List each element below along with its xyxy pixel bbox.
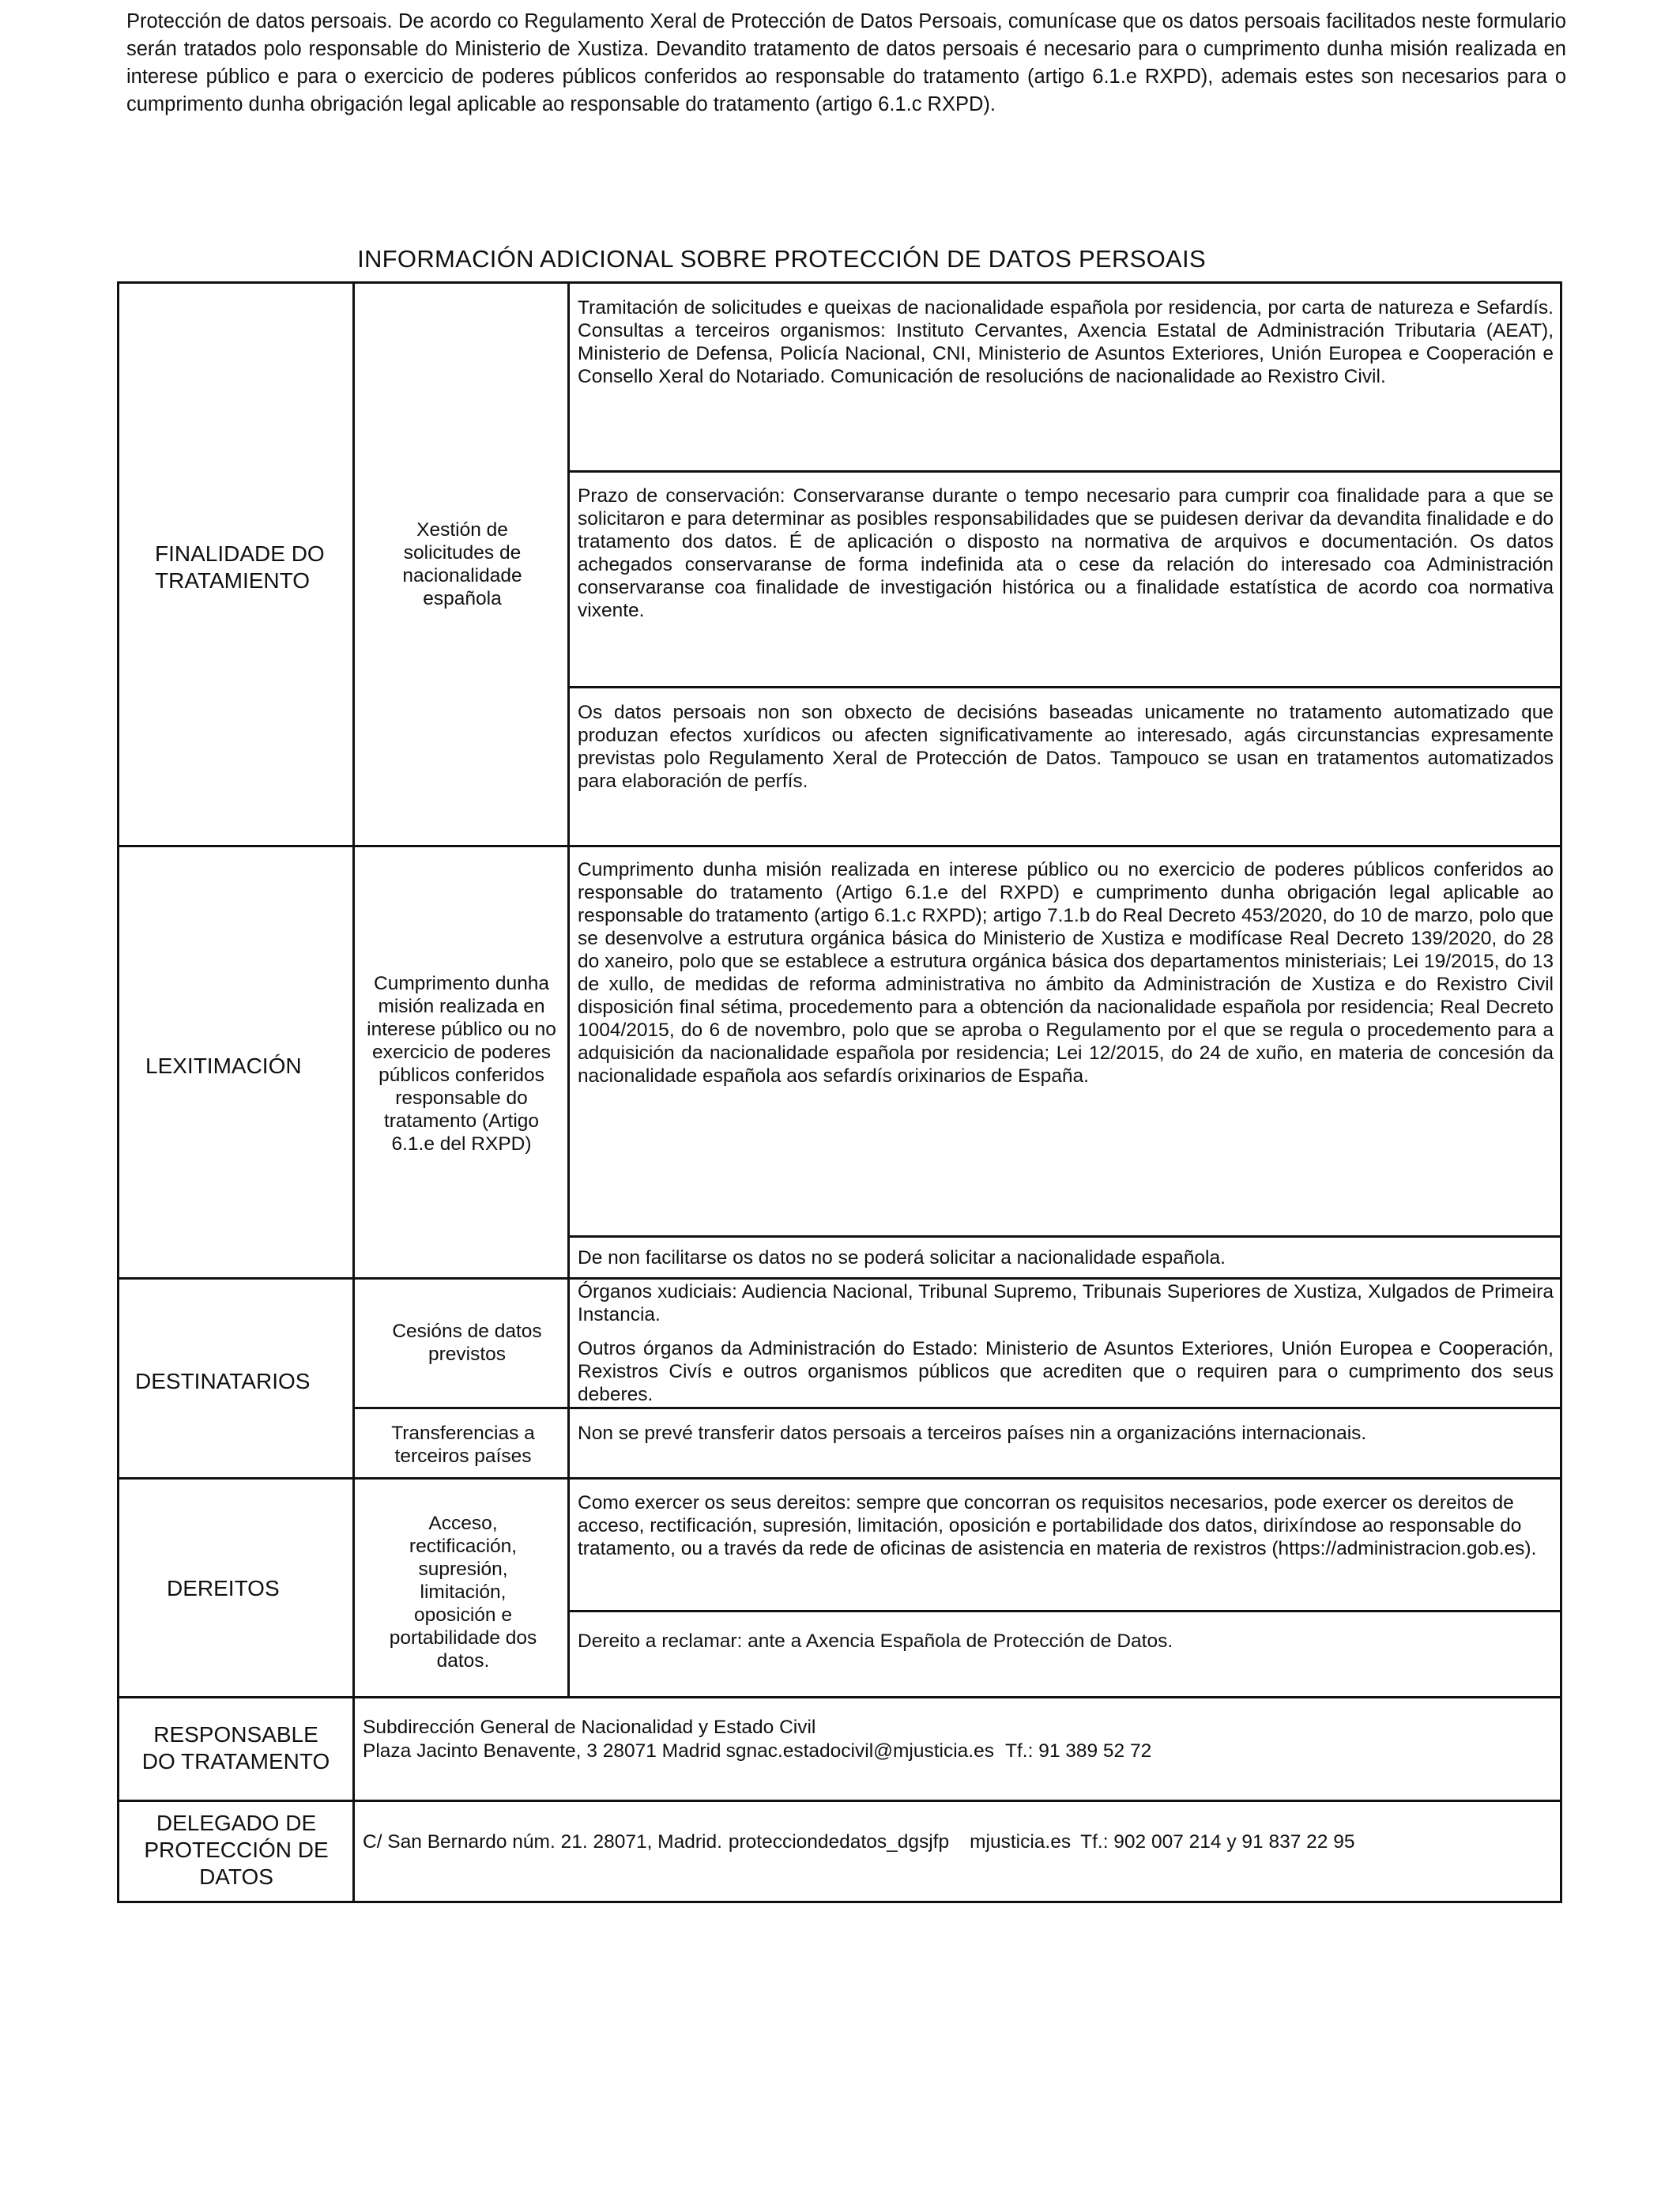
responsable-email: sgnac.estadocivil@mjusticia.es xyxy=(725,1740,994,1762)
row-divider xyxy=(119,845,1562,847)
destinatarios-judicial-text: Órganos xudiciais: Audiencia Nacional, Tribunal Supremo, Tribunais Superiores de Xustiza, Xulgados de Primeira Instancia. xyxy=(578,1281,1554,1325)
lexitimacion-consequence-text: De non facilitarse os datos no se poderá solicitar a nacionalidade española. xyxy=(578,1247,1226,1269)
table-title: INFORMACIÓN ADICIONAL SOBRE PROTECCIÓN DE DATOS PERSOAIS xyxy=(357,245,1206,273)
destinatarios-transfers-text: Non se prevé transferir datos persoais a terceiros países nin a organizacións internacionais. xyxy=(578,1423,1367,1444)
row-divider xyxy=(570,1610,1562,1612)
responsable-phone: Tf.: 91 389 52 72 xyxy=(1005,1740,1152,1762)
lexitimacion-label: LEXITIMACIÓN xyxy=(145,1054,302,1078)
finalidade-retention-text: Prazo de conservación: Conservaranse durante o tempo necesario para cumprir coa finalidade para a que se solicitaron e para determinar as posibles responsabilidades que se puidesen derivar da devandita finalidade e do tratamento dos datos. É de aplicación o disposto na normativa de arquivos e documentación. Os datos achegados conservaranse de forma indefinida ata o cese da relación do interesado coa Administración conservaranse coa finalidade de investigación histórica ou a finalidade estatística de acordo coa normativa vixente. xyxy=(578,485,1554,621)
responsable-name: Subdirección General de Nacionalidad y Estado Civil xyxy=(363,1717,816,1738)
responsable-label: RESPONSABLE DO TRATAMENTO xyxy=(141,1722,330,1774)
responsable-contact-line xyxy=(363,1740,1548,1762)
row-divider xyxy=(570,470,1562,473)
finalidade-sublabel: Xestión de solicitudes de nacionalidade española xyxy=(402,519,522,609)
row-divider xyxy=(119,1477,1562,1480)
delegado-address: C/ San Bernardo núm. 21. 28071, Madrid. xyxy=(363,1831,722,1853)
row-divider xyxy=(119,1800,1562,1802)
responsable-address: Plaza Jacinto Benavente, 3 28071 Madrid xyxy=(363,1740,721,1762)
data-protection-table xyxy=(117,281,1562,1903)
delegado-email-user: protecciondedatos_dgsjfp xyxy=(728,1831,950,1853)
row-divider xyxy=(570,686,1562,688)
lexitimacion-sublabel: Cumprimento dunha misión realizada en interese público ou no exercicio de poderes públicos conferidos responsable do tratamento (Artigo 6.1.e del RXPD) xyxy=(367,973,556,1155)
delegado-contact-line xyxy=(363,1830,1548,1853)
column-divider-2 xyxy=(567,284,570,1696)
row-divider xyxy=(355,1407,1562,1409)
dereitos-exercise-text: Como exercer os seus dereitos: sempre que concorran os requisitos necesarios, pode exercer os dereitos de acceso, rectificación, supresión, limitación, oposición e portabilidade dos datos, dirixíndose ao responsable do tratamento, ou a través da rede de oficinas de asistencia en materia de rexistros (https://administracion.gob.es). xyxy=(578,1492,1537,1559)
finalidade-purpose-text: Tramitación de solicitudes e queixas de nacionalidade española por residencia, por carta de natureza e Sefardís. Consultas a terceiros organismos: Instituto Cervantes, Axencia Estatal de Administración Tributaria (AEAT), Ministerio de Defensa, Policía Nacional, CNI, Ministerio de Asuntos Exteriores, Unión Europea e Cooperación e Consello Xeral do Notariado. Comunicación de resolucións de nacionalidade ao Rexistro Civil. xyxy=(578,297,1554,387)
finalidade-label: FINALIDADE DO TRATAMIENTO xyxy=(155,541,325,593)
dereitos-sublabel: Acceso, rectificación, supresión, limitación, oposición e portabilidade dos datos. xyxy=(389,1513,537,1672)
dereitos-label: DEREITOS xyxy=(167,1576,280,1600)
row-divider xyxy=(570,1235,1562,1238)
finalidade-automated-text: Os datos persoais non son obxecto de decisións baseadas unicamente no tratamento automatizado que produzan efectos xurídicos ou afecten significativamente ao interesado, agás circunstancias expresamente previstas polo Regulamento Xeral de Protección de Datos. Tampouco se usan en tratamentos automatizados para elaboración de perfís. xyxy=(578,702,1554,792)
row-divider xyxy=(119,1277,1562,1280)
destinatarios-transfers-sublabel: Transferencias a terceiros países xyxy=(391,1423,535,1467)
dereitos-complaint-text: Dereito a reclamar: ante a Axencia Española de Protección de Datos. xyxy=(578,1630,1173,1652)
delegado-email-domain: mjusticia.es xyxy=(970,1831,1072,1853)
row-divider xyxy=(119,1696,1562,1698)
destinatarios-cessions-sublabel: Cesións de datos previstos xyxy=(392,1321,542,1365)
lexitimacion-legal-text: Cumprimento dunha misión realizada en interese público ou no exercicio de poderes públicos conferidos ao responsable do tratamento (Artigo 6.1.e del RXPD) e cumprimento dunha obrigación legal aplicable ao responsable do tratamento (artigo 6.1.c RXPD); artigo 7.1.b do Real Decreto 453/2020, do 10 de marzo, polo que se desenvolve a estrutura orgánica básica do Ministerio de Xustiza e modifícase Real Decreto 139/2020, do 28 do xaneiro, polo que se establece a estrutura orgánica básica dos departamentos ministeriais; Lei 19/2015, do 13 de xullo, de medidas de reforma administrativa no ámbito da Administración de Xustiza e do Rexistro Civil disposición final sétima, procedemento para a obtención da nacionalidade española por residencia; Real Decreto 1004/2015, do 6 de novembro, polo que se aproba o Regulamento por el que se regula o procedemento para a adquisición da nacionalidade española por residencia; Lei 12/2015, do 24 de xuño, en materia de concesión da nacionalidade española aos sefardís orixinarios de España. xyxy=(578,859,1554,1087)
column-divider-1 xyxy=(352,284,355,1901)
delegado-phone: Tf.: 902 007 214 y 91 837 22 95 xyxy=(1080,1831,1355,1853)
intro-paragraph: Protección de datos persoais. De acordo co Regulamento Xeral de Protección de Datos Persoais, comunícase que os datos persoais facilitados neste formulario serán tratados polo responsable do Ministerio de Xustiza. Devandito tratamento de datos persoais é necesario para o cumprimento dunha misión realizada en interese público e para o exercicio de poderes públicos conferidos ao responsable do tratamento (artigo 6.1.e RXPD), ademais estes son necesarios para o cumprimento dunha obrigación legal aplicable ao responsable do tratamento (artigo 6.1.c RXPD). xyxy=(126,10,1566,115)
destinatarios-state-bodies-text: Outros órganos da Administración do Estado: Ministerio de Asuntos Exteriores, Unión Europea e Cooperación, Rexistros Civís e outros organismos públicos que acrediten que o requiren para o cumprimento dos seus deberes. xyxy=(578,1338,1554,1405)
destinatarios-label: DESTINATARIOS xyxy=(135,1369,311,1393)
delegado-label: DELEGADO DE PROTECCIÓN DE DATOS xyxy=(144,1811,329,1889)
